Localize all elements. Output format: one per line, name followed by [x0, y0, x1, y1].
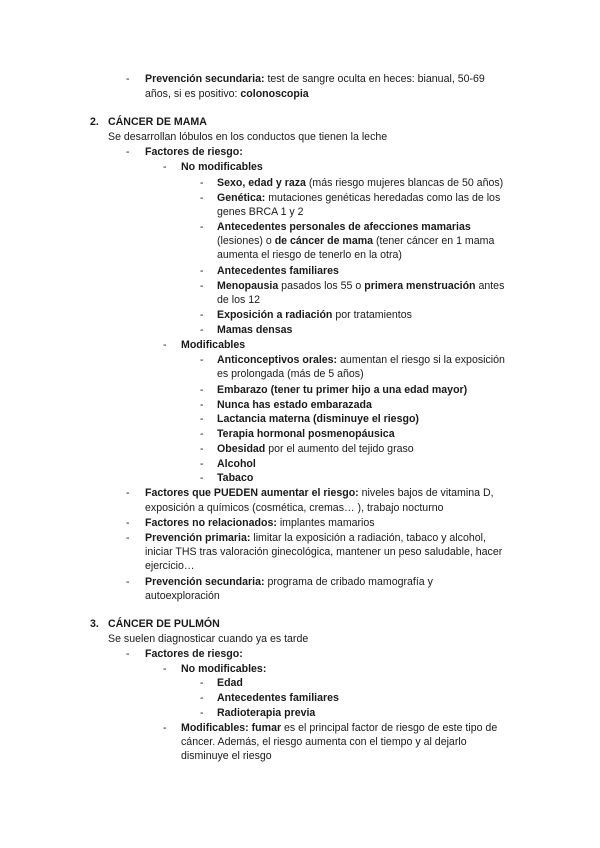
- list-item: Antecedentes familiares: [217, 265, 339, 277]
- list-item: Nunca has estado embarazada: [217, 399, 372, 411]
- list-item: Anticonceptivos orales: aumentan el riesgo si la exposición: [217, 354, 505, 366]
- list-dash: -: [126, 648, 130, 660]
- list-dash: -: [126, 487, 130, 499]
- list-dash: -: [200, 692, 204, 704]
- list-dash: -: [200, 309, 204, 321]
- list-dash: -: [200, 399, 204, 411]
- list-item: Factores no relacionados: implantes mamarios: [145, 517, 375, 529]
- list-item-continuation: exposición a químicos (cosmética, cremas… ), trabajo nocturno: [145, 502, 444, 514]
- list-item: Mamas densas: [217, 324, 293, 336]
- list-dash: -: [200, 265, 204, 277]
- list-dash: -: [200, 707, 204, 719]
- list-item: Sexo, edad y raza (más riesgo mujeres blancas de 50 años): [217, 177, 504, 189]
- list-item: Antecedentes personales de afecciones mamarias: [217, 221, 471, 233]
- list-dash: -: [163, 161, 167, 173]
- list-item: Edad: [217, 677, 243, 689]
- list-item: Antecedentes familiares: [217, 692, 339, 704]
- risk-factors-heading: Factores de riesgo:: [145, 146, 243, 158]
- list-dash: -: [163, 663, 167, 675]
- list-item-continuation: (lesiones) o de cáncer de mama (tener cáncer en 1 mama: [217, 235, 495, 247]
- list-dash: -: [126, 576, 130, 588]
- list-dash: -: [163, 339, 167, 351]
- list-item-continuation: es prolongada (más de 5 años): [217, 368, 364, 380]
- list-item-continuation: años, si es positivo: colonoscopia: [145, 88, 309, 100]
- list-item: Prevención primaria: limitar la exposición a radiación, tabaco y alcohol,: [145, 532, 486, 544]
- list-item: Exposición a radiación por tratamientos: [217, 309, 412, 321]
- list-item: Prevención secundaria: test de sangre oculta en heces: bianual, 50-69: [145, 73, 485, 85]
- list-item: Menopausia pasados los 55 o primera menstruación antes: [217, 280, 505, 292]
- section-title: CÁNCER DE MAMA: [108, 116, 207, 128]
- list-dash: -: [200, 324, 204, 336]
- list-item-continuation: iniciar THS tras valoración ginecológica, mantener un peso saludable, hacer: [145, 546, 503, 558]
- list-dash: -: [200, 354, 204, 366]
- list-dash: -: [200, 192, 204, 204]
- list-dash: -: [200, 458, 204, 470]
- list-dash: -: [126, 146, 130, 158]
- list-item: Radioterapia previa: [217, 707, 316, 719]
- list-item: Terapia hormonal posmenopáusica: [217, 428, 395, 440]
- list-dash: -: [200, 221, 204, 233]
- list-dash: -: [126, 532, 130, 544]
- section-number: 3.: [90, 618, 99, 630]
- list-dash: -: [200, 428, 204, 440]
- risk-factors-heading: Factores de riesgo:: [145, 648, 243, 660]
- list-dash: -: [200, 280, 204, 292]
- list-dash: -: [200, 443, 204, 455]
- section-intro: Se desarrollan lóbulos en los conductos que tienen la leche: [108, 131, 388, 143]
- list-item: Obesidad por el aumento del tejido graso: [217, 443, 414, 455]
- list-dash: -: [200, 413, 204, 425]
- list-item: Modificables: fumar es el principal factor de riesgo de este tipo de: [181, 722, 498, 734]
- non-modifiable-heading: No modificables:: [181, 663, 267, 675]
- list-dash: -: [200, 472, 204, 484]
- list-dash: -: [126, 73, 130, 85]
- section-number: 2.: [90, 116, 99, 128]
- modifiable-heading: Modificables: [181, 339, 246, 351]
- list-dash: -: [200, 177, 204, 189]
- section-title: CÁNCER DE PULMÓN: [108, 618, 220, 630]
- list-item-continuation: genes BRCA 1 y 2: [217, 206, 304, 218]
- list-item: Lactancia materna (disminuye el riesgo): [217, 413, 419, 425]
- list-item-continuation: aumenta el riesgo de tenerlo en la otra): [217, 249, 402, 261]
- non-modifiable-heading: No modificables: [181, 161, 263, 173]
- list-item-continuation: cáncer. Además, el riesgo aumenta con el tiempo y al dejarlo: [181, 736, 467, 748]
- list-item: Genética: mutaciones genéticas heredadas como las de los: [217, 192, 501, 204]
- list-item: Factores que PUEDEN aumentar el riesgo: niveles bajos de vitamina D,: [145, 487, 494, 499]
- list-item-continuation: disminuye el riesgo: [181, 750, 272, 762]
- section-intro: Se suelen diagnosticar cuando ya es tarde: [108, 633, 309, 645]
- list-item-continuation: ejercicio…: [145, 560, 195, 572]
- list-item: Prevención secundaria: programa de cribado mamografía y: [145, 576, 433, 588]
- list-item-continuation: autoexploración: [145, 590, 220, 602]
- list-item: Tabaco: [217, 472, 254, 484]
- list-item: Alcohol: [217, 458, 256, 470]
- list-dash: -: [200, 677, 204, 689]
- list-dash: -: [200, 384, 204, 396]
- list-item-continuation: de los 12: [217, 294, 260, 306]
- list-dash: -: [126, 517, 130, 529]
- list-dash: -: [163, 722, 167, 734]
- list-item: Embarazo (tener tu primer hijo a una edad mayor): [217, 384, 468, 396]
